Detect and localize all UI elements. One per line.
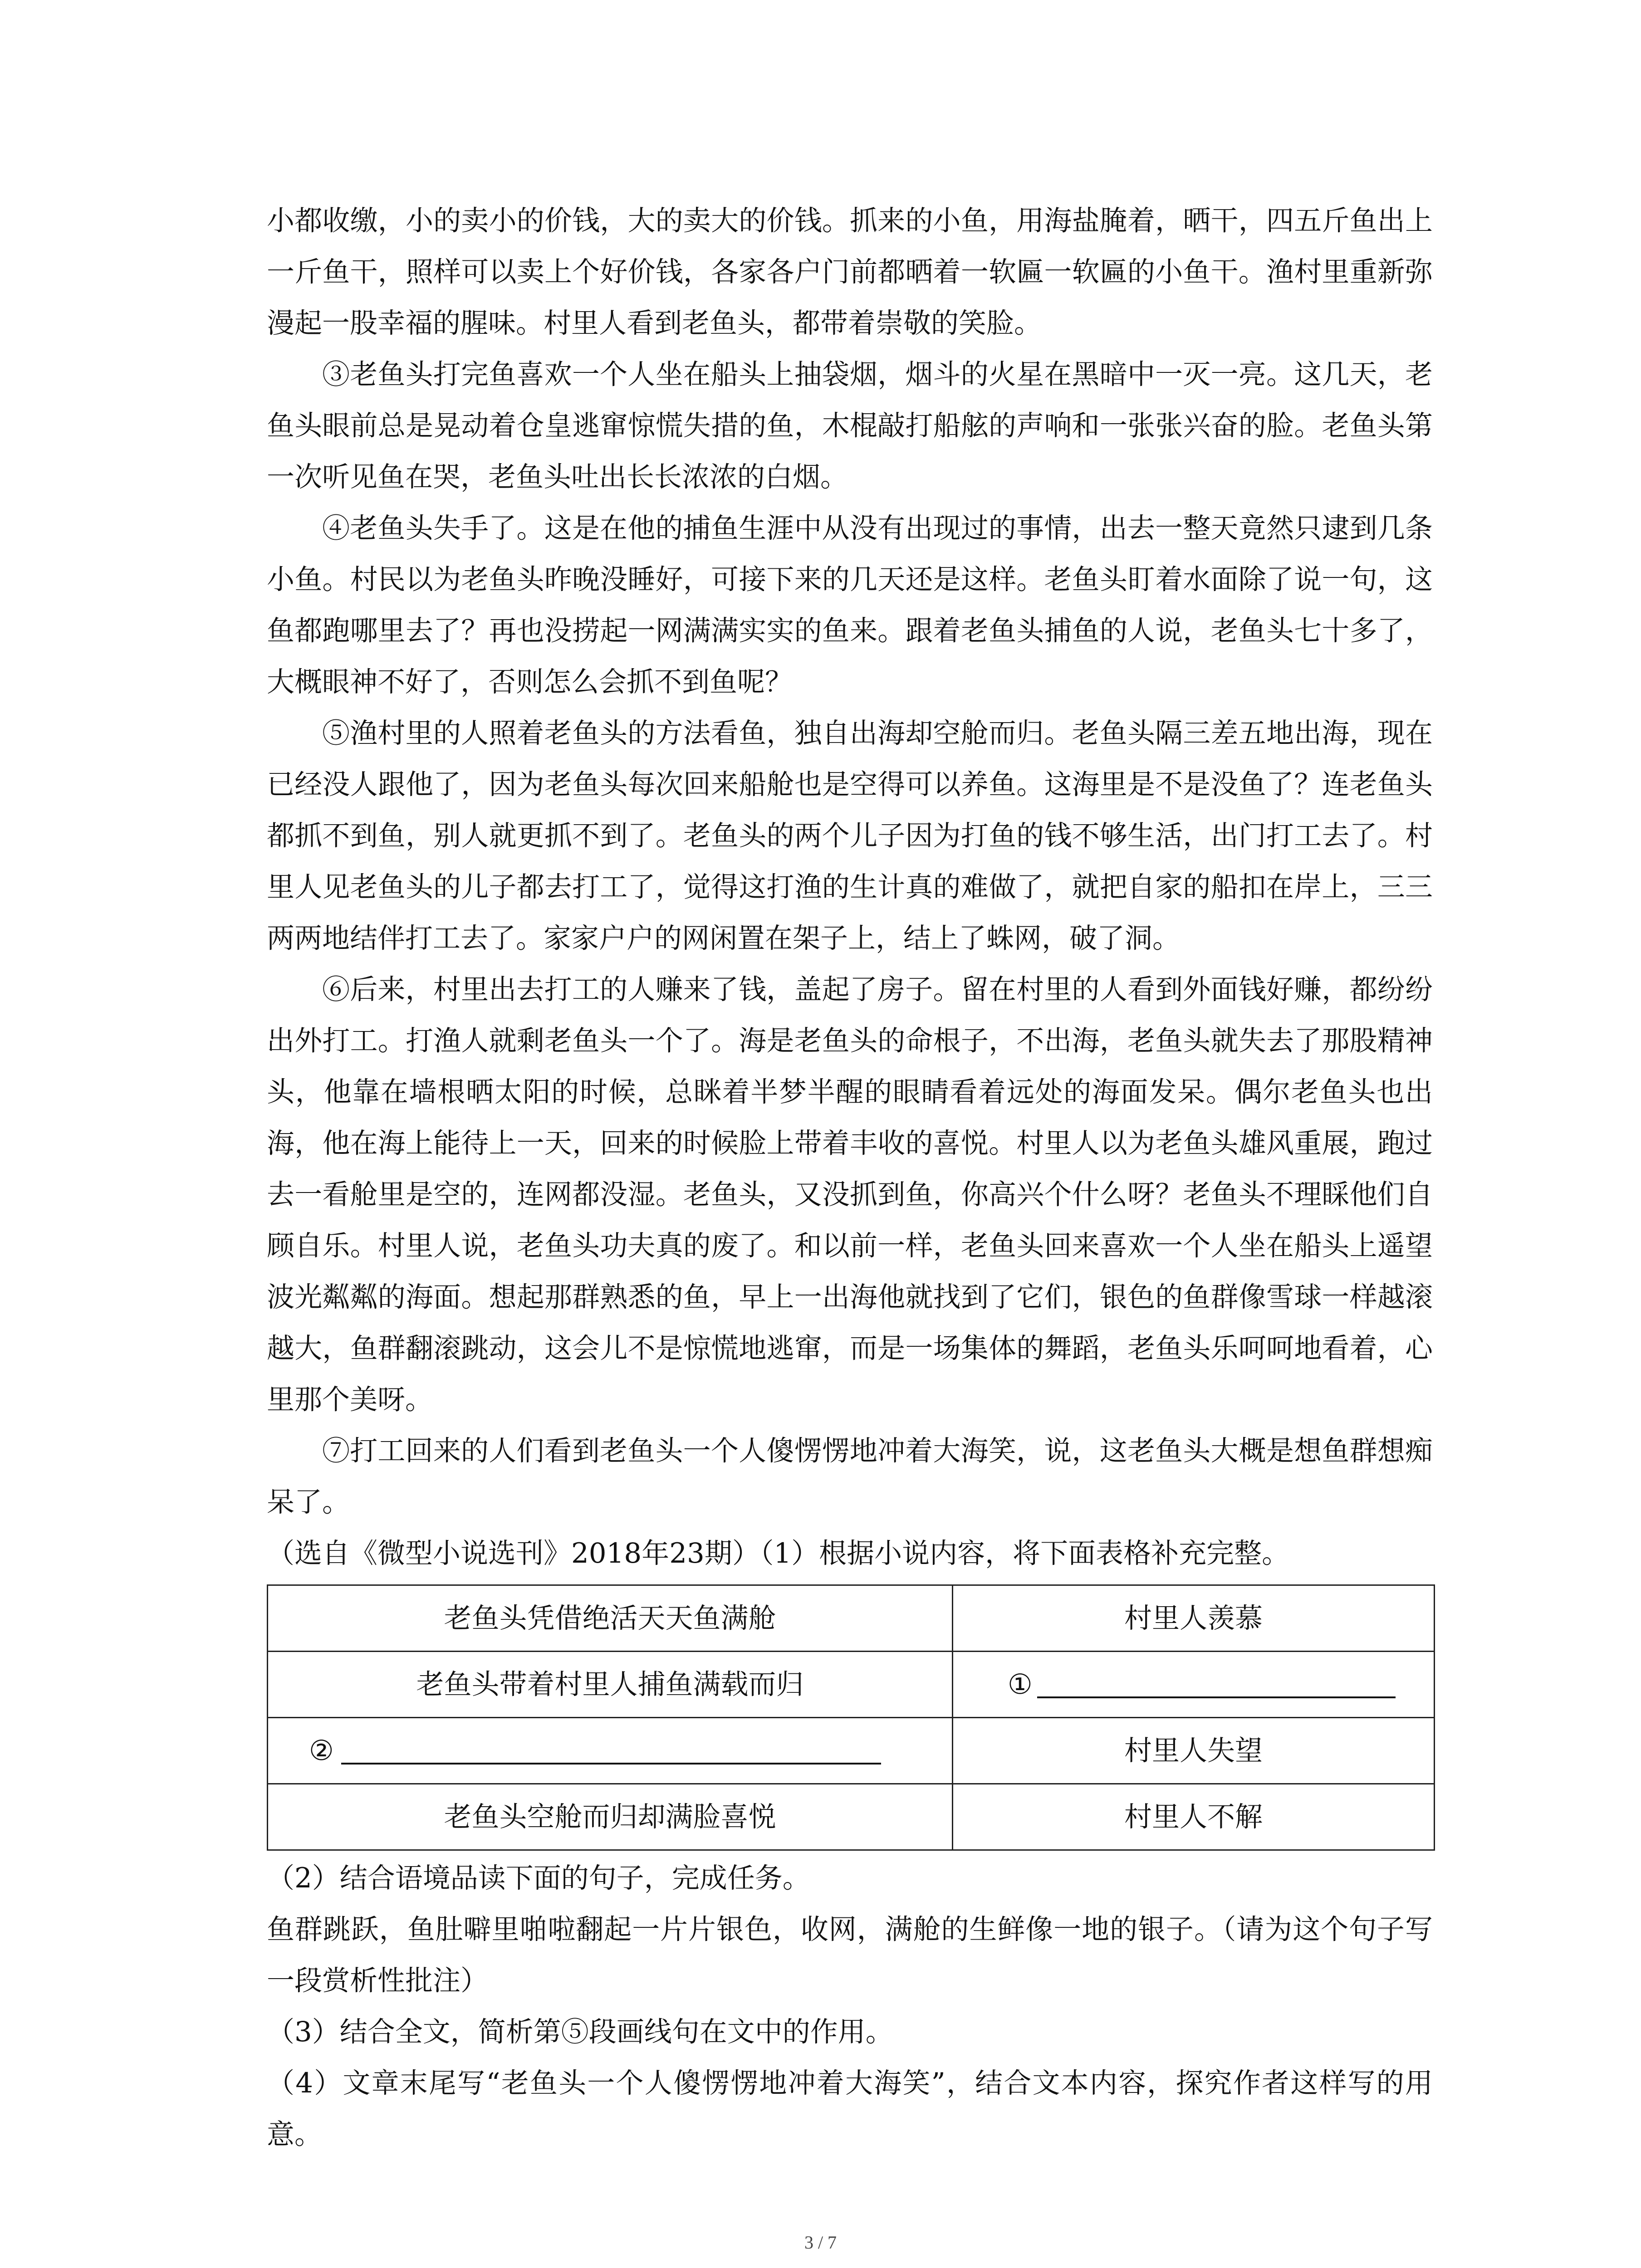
blank-cell-1[interactable] xyxy=(953,1652,1435,1718)
page-number: 3 / 7 xyxy=(804,2232,837,2253)
answer-blank-1[interactable] xyxy=(1037,1669,1396,1698)
blank-cell-2[interactable] xyxy=(268,1718,953,1784)
question-2: （2）结合语境品读下面的句子，完成任务。 xyxy=(267,1862,810,1894)
answer-table xyxy=(267,1584,1435,1851)
question-4: （4）文章末尾写“老鱼头一个人傻愣愣地冲着大海笑”，结合文本内容，探究作者这样写的用意。 xyxy=(267,2067,1433,2151)
table-cell: 村里人失望 xyxy=(953,1718,1435,1784)
reading-passage xyxy=(267,195,1433,2160)
paragraph-4: ④老鱼头失手了。这是在他的捕鱼生涯中从没有出现过的事情，出去一整天竟然只逮到几条小鱼。村民以为老鱼头昨晚没睡好，可接下来的几天还是这样。老鱼头盯着水面除了说一句，这鱼都跑哪里去了？再也没捞起一网满满实实的鱼来。跟着老鱼头捕鱼的人说，老鱼头七十多了，大概眼神不好了，否则怎么会抓不到鱼呢？ xyxy=(267,512,1433,698)
paragraph-6: ⑥后来，村里出去打工的人赚来了钱，盖起了房子。留在村里的人看到外面钱好赚，都纷纷出外打工。打渔人就剩老鱼头一个了。海是老鱼头的命根子，不出海，老鱼头就失去了那股精神头，他靠在墙根晒太阳的时候，总眯着半梦半醒的眼睛看着远处的海面发呆。偶尔老鱼头也出海，他在海上能待上一天，回来的时候脸上带着丰收的喜悦。村里人以为老鱼头雄风重展，跑过去一看舱里是空的，连网都没湿。老鱼头，又没抓到鱼，你高兴个什么呀？老鱼头不理睬他们自顾自乐。村里人说，老鱼头功夫真的废了。和以前一样，老鱼头回来喜欢一个人坐在船头上遥望波光粼粼的海面。想起那群熟悉的鱼，早上一出海他就找到了它们，银色的鱼群像雪球一样越滚越大，鱼群翻滚跳动，这会儿不是惊慌地逃窜，而是一场集体的舞蹈，老鱼头乐呵呵地看着，心里那个美呀。 xyxy=(267,973,1433,1416)
source-line: （选自《微型小说选刊》2018年23期）（1）根据小说内容，将下面表格补充完整。 xyxy=(267,1537,1290,1569)
table-row xyxy=(268,1784,1435,1850)
table-cell: 老鱼头空舱而归却满脸喜悦 xyxy=(268,1784,953,1850)
table-row xyxy=(268,1718,1435,1784)
table-row xyxy=(268,1652,1435,1718)
table-cell: 村里人不解 xyxy=(953,1784,1435,1850)
table-cell: 村里人羡慕 xyxy=(953,1585,1435,1652)
paragraph-3: ③老鱼头打完鱼喜欢一个人坐在船头上抽袋烟，烟斗的火星在黑暗中一灭一亮。这几天，老鱼头眼前总是晃动着仓皇逃窜惊慌失措的鱼，木棍敲打船舷的声响和一张张兴奋的脸。老鱼头第一次听见鱼在哭，老鱼头吐出长长浓浓的白烟。 xyxy=(267,358,1433,493)
table-row xyxy=(268,1585,1435,1652)
paragraph-5: ⑤渔村里的人照着老鱼头的方法看鱼，独自出海却空舱而归。老鱼头隔三差五地出海，现在已经没人跟他了，因为老鱼头每次回来船舱也是空得可以养鱼。这海里是不是没鱼了？连老鱼头都抓不到鱼，别人就更抓不到了。老鱼头的两个儿子因为打鱼的钱不够生活，出门打工去了。村里人见老鱼头的儿子都去打工了，觉得这打渔的生计真的难做了，就把自家的船扣在岸上，三三两两地结伴打工去了。家家户户的网闲置在架子上，结上了蛛网，破了洞。 xyxy=(267,717,1433,954)
table-cell: 老鱼头带着村里人捕鱼满载而归 xyxy=(268,1652,953,1718)
blank-marker-1: ① xyxy=(1008,1668,1033,1701)
blank-marker-2: ② xyxy=(309,1735,334,1767)
question-list xyxy=(267,1853,1433,2160)
question-3: （3）结合全文，简析第⑤段画线句在文中的作用。 xyxy=(267,2016,893,2048)
table-cell: 老鱼头凭借绝活天天鱼满舱 xyxy=(268,1585,953,1652)
paragraph-7: ⑦打工回来的人们看到老鱼头一个人傻愣愣地冲着大海笑，说，这老鱼头大概是想鱼群想痴呆了。 xyxy=(267,1435,1433,1518)
paragraph-intro: 小都收缴，小的卖小的价钱，大的卖大的价钱。抓来的小鱼，用海盐腌着，晒干，四五斤鱼出上一斤鱼干，照样可以卖上个好价钱，各家各户门前都晒着一软匾一软匾的小鱼干。渔村里重新弥漫起一股幸福的腥味。村里人看到老鱼头，都带着崇敬的笑脸。 xyxy=(267,205,1433,339)
question-2-sentence: 鱼群跳跃，鱼肚噼里啪啦翻起一片片银色，收网，满舱的生鲜像一地的银子。（请为这个句子写一段赏析性批注） xyxy=(267,1913,1433,1997)
answer-blank-2[interactable] xyxy=(341,1735,881,1765)
